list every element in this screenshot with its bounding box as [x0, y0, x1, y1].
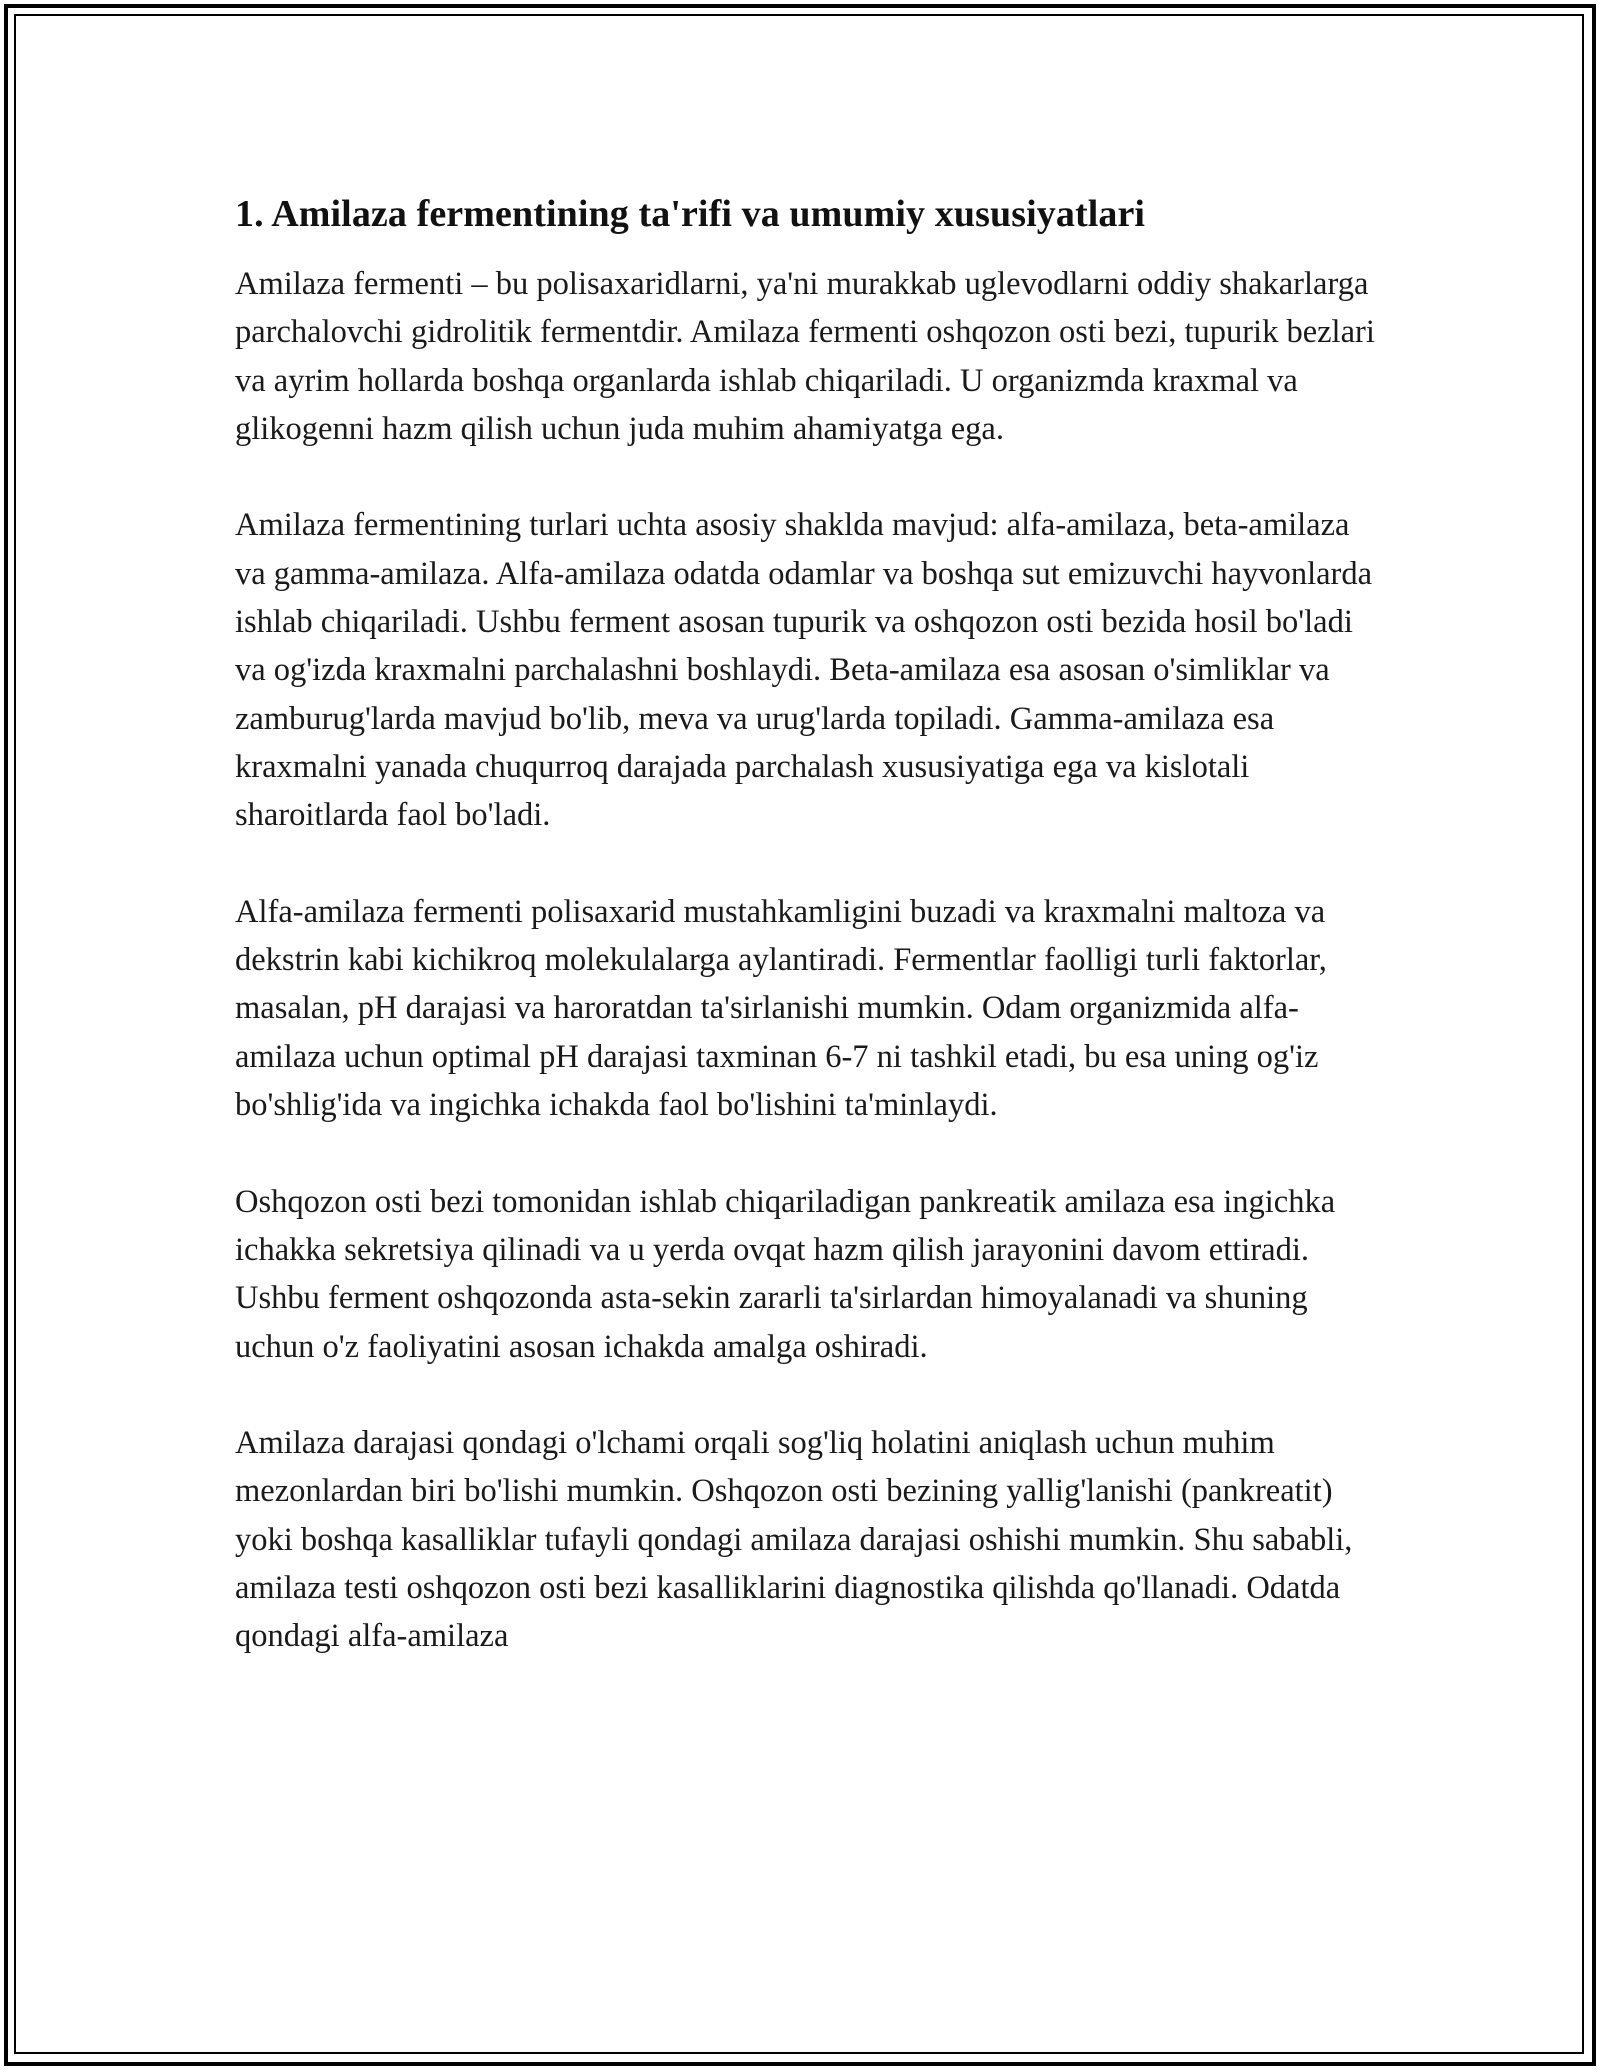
paragraph-pancreatic-amylase: Oshqozon osti bezi tomonidan ishlab chiqariladigan pankreatik amilaza esa ingichka ichakka sekretsiya qilinadi va u yerda ovqat hazm qilish jarayonini davom ettiradi. Ushbu ferment oshqozonda asta-sekin zararli ta'sirlardan himoyalanadi va shuning uchun o'z faoliyatini asosan ichakda amalga oshiradi. [235, 1183, 1336, 1365]
paragraph-alpha-amylase: Alfa-amilaza fermenti polisaxarid mustahkamligini buzadi va kraxmalni maltoza va dekstrin kabi kichikroq molekulalarga aylantiradi. Fermentlar faolligi turli faktorlar, masalan, pH darajasi va haroratdan ta'sirlanishi mumkin. Odam organizmida alfa-amilaza uchun optimal pH darajasi taxminan 6-7 ni tashkil etadi, bu esa uning og'iz bo'shlig'ida va ingichka ichakda faol bo'lishini ta'minlaydi. [235, 893, 1327, 1124]
document-page [235, 190, 1375, 1709]
paragraph-types: Amilaza fermentining turlari uchta asosiy shaklda mavjud: alfa-amilaza, beta-amilaza va gamma-amilaza. Alfa-amilaza odatda odamlar va boshqa sut emizuvchi hayvonlarda ishlab chiqariladi. Ushbu ferment asosan tupurik va oshqozon osti bezida hosil bo'ladi va og'izda kraxmalni parchalashni boshlaydi. Beta-amilaza esa asosan o'simliklar va zamburug'larda mavjud bo'lib, meva va urug'larda topiladi. Gamma-amilaza esa kraxmalni yanada chuqurroq darajada parchalash xususiyatiga ega va kislotali sharoitlarda faol bo'ladi. [235, 507, 1373, 834]
paragraph-blood-amylase: Amilaza darajasi qondagi o'lchami orqali sog'liq holatini aniqlash uchun muhim mezonlardan biri bo'lishi mumkin. Oshqozon osti bezining yallig'lanishi (pankreatit) yoki boshqa kasalliklar tufayli qondagi amilaza darajasi oshishi mumkin. Shu sababli, amilaza testi oshqozon osti bezi kasalliklarini diagnostika qilishda qo'llanadi. Odatda qondagi alfa-amilaza [235, 1425, 1353, 1655]
paragraph-definition: Amilaza fermenti – bu polisaxaridlarni, ya'ni murakkab uglevodlarni oddiy shakarlarga parchalovchi gidrolitik fermentdir. Amilaza fermenti oshqozon osti bezi, tupurik bezlari va ayrim hollarda boshqa organlarda ishlab chiqariladi. U organizmda kraxmal va glikogenni hazm qilish uchun juda muhim ahamiyatga ega. [235, 266, 1375, 447]
section-heading: 1. Amilaza fermentining ta'rifi va umumiy xususiyatlari [235, 193, 1146, 235]
